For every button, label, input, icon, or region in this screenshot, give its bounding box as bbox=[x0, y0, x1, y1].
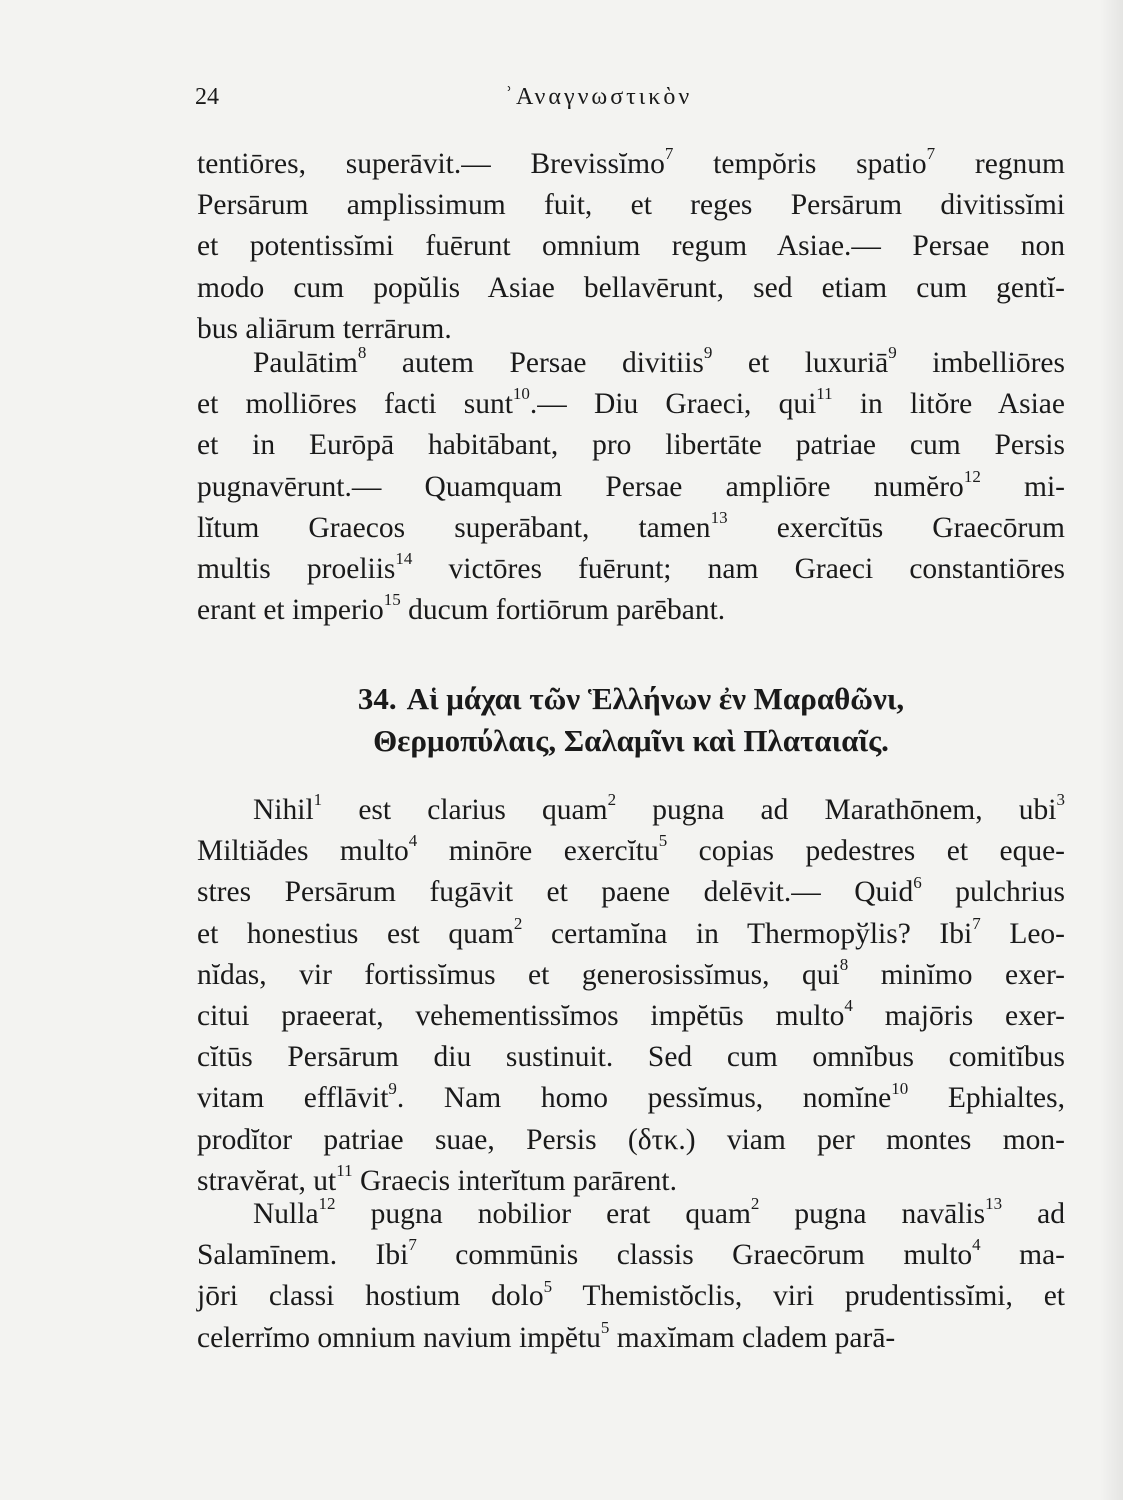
paragraph-1 bbox=[197, 144, 1065, 350]
text-segment: imbelliōres bbox=[896, 347, 1065, 379]
footnote-ref: 9 bbox=[703, 343, 713, 363]
text-segment: pugnavērunt.— Quamquam Persae ampliōre numĕro bbox=[197, 470, 964, 503]
text-line bbox=[197, 1037, 1065, 1078]
footnote-ref: 7 bbox=[664, 144, 674, 164]
footnote-ref: 5 bbox=[658, 831, 668, 851]
footnote-ref: 15 bbox=[383, 590, 401, 610]
text-segment: pulchrius bbox=[921, 876, 1065, 909]
text-segment: autem Persae divitiis bbox=[366, 347, 704, 379]
footnote-ref: 2 bbox=[607, 790, 617, 810]
text-segment: tentiōres, superāvit.— Brevissĭmo bbox=[197, 148, 665, 180]
text-line bbox=[197, 590, 1065, 631]
section-number: 34. bbox=[357, 681, 397, 716]
text-segment: ducum fortiōrum parēbant. bbox=[400, 594, 726, 627]
footnote-ref: 5 bbox=[543, 1276, 553, 1296]
text-line bbox=[197, 1318, 1065, 1359]
text-segment: jōri classi hostium dolo bbox=[197, 1280, 544, 1313]
text-segment: Nihil bbox=[253, 794, 314, 826]
footnote-ref: 9 bbox=[888, 343, 897, 363]
footnote-ref: 12 bbox=[318, 1194, 336, 1214]
text-segment: victōres fuērunt; nam Graeci constantiōres bbox=[412, 553, 1065, 586]
text-segment: stravĕrat, ut bbox=[197, 1164, 337, 1197]
text-line bbox=[197, 914, 1065, 955]
footnote-ref: 8 bbox=[357, 343, 367, 363]
text-segment: copias pedestres et eque- bbox=[667, 835, 1065, 868]
text-segment: pugna ad Marathōnem, ubi bbox=[616, 794, 1057, 826]
running-title: ʾΑναγνωστικὸν bbox=[505, 84, 693, 110]
text-segment: prodĭtor patriae suae, Persis (δτκ.) viam per montes mon- bbox=[197, 1123, 1065, 1156]
text-segment: cĭtūs Persārum diu sustinuit. Sed cum omnĭbus comitĭbus bbox=[197, 1041, 1065, 1074]
paragraph-4 bbox=[197, 1194, 1065, 1359]
text-segment: nĭdas, vir fortissĭmus et generosissĭmus, qui bbox=[197, 958, 840, 991]
footnote-ref: 10 bbox=[512, 384, 530, 404]
footnote-ref: 13 bbox=[710, 507, 728, 527]
footnote-ref: 7 bbox=[926, 144, 936, 164]
footnote-ref: 2 bbox=[750, 1194, 760, 1214]
text-line bbox=[197, 508, 1065, 549]
text-segment: et honestius est quam bbox=[197, 917, 514, 950]
text-line bbox=[197, 343, 1065, 384]
text-segment: et potentissĭmi fuērunt omnium regum Asiae.— Persae non bbox=[197, 230, 1065, 263]
footnote-ref: 2 bbox=[513, 913, 523, 933]
text-segment: stres Persārum fugāvit et paene delēvit.— Quid bbox=[197, 876, 914, 909]
text-segment: Paulātim bbox=[253, 347, 358, 379]
footnote-ref: 13 bbox=[985, 1194, 1003, 1214]
text-segment: in litŏre Asiae bbox=[832, 388, 1065, 421]
footnote-ref: 11 bbox=[336, 1161, 353, 1180]
text-segment: modo cum popŭlis Asiae bellavērunt, sed etiam cum gentĭ- bbox=[197, 271, 1065, 304]
page-header bbox=[195, 84, 1075, 114]
text-segment: Miltiădes multo bbox=[197, 835, 409, 868]
text-segment: pugna navālis bbox=[759, 1198, 986, 1230]
text-line bbox=[197, 1120, 1065, 1161]
text-line bbox=[197, 384, 1065, 425]
text-segment: citui praeerat, vehementissĭmos impĕtūs multo bbox=[197, 1000, 845, 1033]
text-segment: lĭtum Graecos superābant, tamen bbox=[197, 511, 711, 544]
footnote-ref: 4 bbox=[972, 1235, 981, 1255]
text-segment: Ephialtes, bbox=[908, 1082, 1065, 1115]
text-segment: tempŏris spatio bbox=[673, 148, 927, 180]
text-line bbox=[197, 831, 1065, 872]
text-line bbox=[197, 1194, 1065, 1235]
text-segment: certamĭna in Thermopўlis? Ibi bbox=[522, 917, 973, 950]
footnote-ref: 8 bbox=[839, 954, 849, 974]
footnote-ref: 7 bbox=[972, 913, 981, 933]
page-edge-shadow bbox=[1100, 0, 1123, 1500]
text-line bbox=[197, 996, 1065, 1037]
page-number: 24 bbox=[195, 84, 219, 110]
section-title-part-1: Αἱ μάχαι τῶν Ἑλλήνων ἐν Μαραθῶνι, bbox=[406, 681, 905, 716]
text-segment: bus aliārum terrārum. bbox=[197, 312, 452, 345]
text-segment: et in Eurōpā habitābant, pro libertāte patriae cum Persis bbox=[197, 429, 1065, 462]
text-segment: mi- bbox=[980, 470, 1066, 503]
text-line bbox=[197, 185, 1065, 226]
text-segment: minĭmo exer- bbox=[848, 958, 1065, 991]
paragraph-3 bbox=[197, 790, 1065, 1202]
text-segment: ma- bbox=[980, 1239, 1065, 1272]
text-segment: est clarius quam bbox=[322, 794, 608, 826]
text-segment: exercĭtūs Graecōrum bbox=[727, 511, 1065, 544]
text-segment: et luxuriā bbox=[712, 347, 889, 379]
text-line bbox=[197, 1078, 1065, 1119]
footnote-ref: 12 bbox=[963, 466, 981, 486]
footnote-ref: 4 bbox=[844, 996, 853, 1016]
footnote-ref: 6 bbox=[913, 872, 922, 892]
text-segment: ad bbox=[1002, 1198, 1065, 1230]
text-line bbox=[197, 268, 1065, 309]
text-line bbox=[197, 425, 1065, 466]
section-heading-line-1 bbox=[197, 678, 1065, 720]
section-heading-line-2: Θερμοπύλαις, Σαλαμῖνι καὶ Πλαταιαῖς. bbox=[373, 723, 889, 758]
text-segment: majōris exer- bbox=[852, 1000, 1065, 1033]
text-segment: Nulla bbox=[253, 1198, 319, 1230]
text-line bbox=[197, 226, 1065, 267]
text-line bbox=[197, 955, 1065, 996]
footnote-ref: 1 bbox=[313, 790, 323, 810]
text-segment: vitam efflāvit bbox=[197, 1082, 389, 1115]
text-segment: commūnis classis Graecōrum multo bbox=[416, 1239, 973, 1272]
footnote-ref: 10 bbox=[891, 1078, 909, 1098]
text-line bbox=[197, 1276, 1065, 1317]
text-line bbox=[197, 872, 1065, 913]
text-segment: Themistŏclis, viri prudentissĭmi, et bbox=[552, 1280, 1065, 1313]
text-segment: Leo- bbox=[980, 917, 1066, 950]
text-line bbox=[197, 549, 1065, 590]
text-segment: Salamīnem. Ibi bbox=[197, 1239, 409, 1272]
footnote-ref: 11 bbox=[816, 384, 833, 404]
text-segment: pugna nobilior erat quam bbox=[335, 1198, 751, 1230]
text-line bbox=[197, 790, 1065, 831]
text-line bbox=[197, 467, 1065, 508]
text-segment: Persārum amplissimum fuit, et reges Persārum divitissĭmi bbox=[197, 189, 1065, 222]
section-heading bbox=[197, 678, 1065, 762]
footnote-ref: 7 bbox=[408, 1235, 417, 1255]
footnote-ref: 14 bbox=[395, 549, 413, 569]
footnote-ref: 9 bbox=[388, 1078, 397, 1098]
text-line bbox=[197, 1235, 1065, 1276]
text-segment: et molliōres facti sunt bbox=[197, 388, 513, 421]
footnote-ref: 5 bbox=[600, 1317, 610, 1337]
text-line bbox=[197, 144, 1065, 185]
paragraph-2 bbox=[197, 343, 1065, 631]
text-segment: maxĭmam cladem parā- bbox=[609, 1321, 896, 1354]
footnote-ref: 3 bbox=[1056, 790, 1065, 810]
text-segment: .— Diu Graeci, qui bbox=[529, 388, 817, 421]
text-segment: erant et imperio bbox=[197, 594, 384, 627]
text-segment: Graecis interĭtum parārent. bbox=[352, 1164, 677, 1197]
text-segment: celerrĭmo omnium navium impĕtu bbox=[197, 1321, 601, 1354]
text-segment: . Nam homo pessĭmus, nomĭne bbox=[396, 1082, 892, 1115]
text-segment: regnum bbox=[935, 148, 1066, 180]
text-segment: multis proeliis bbox=[197, 553, 396, 586]
footnote-ref: 4 bbox=[408, 831, 418, 851]
text-segment: minōre exercĭtu bbox=[417, 835, 659, 868]
